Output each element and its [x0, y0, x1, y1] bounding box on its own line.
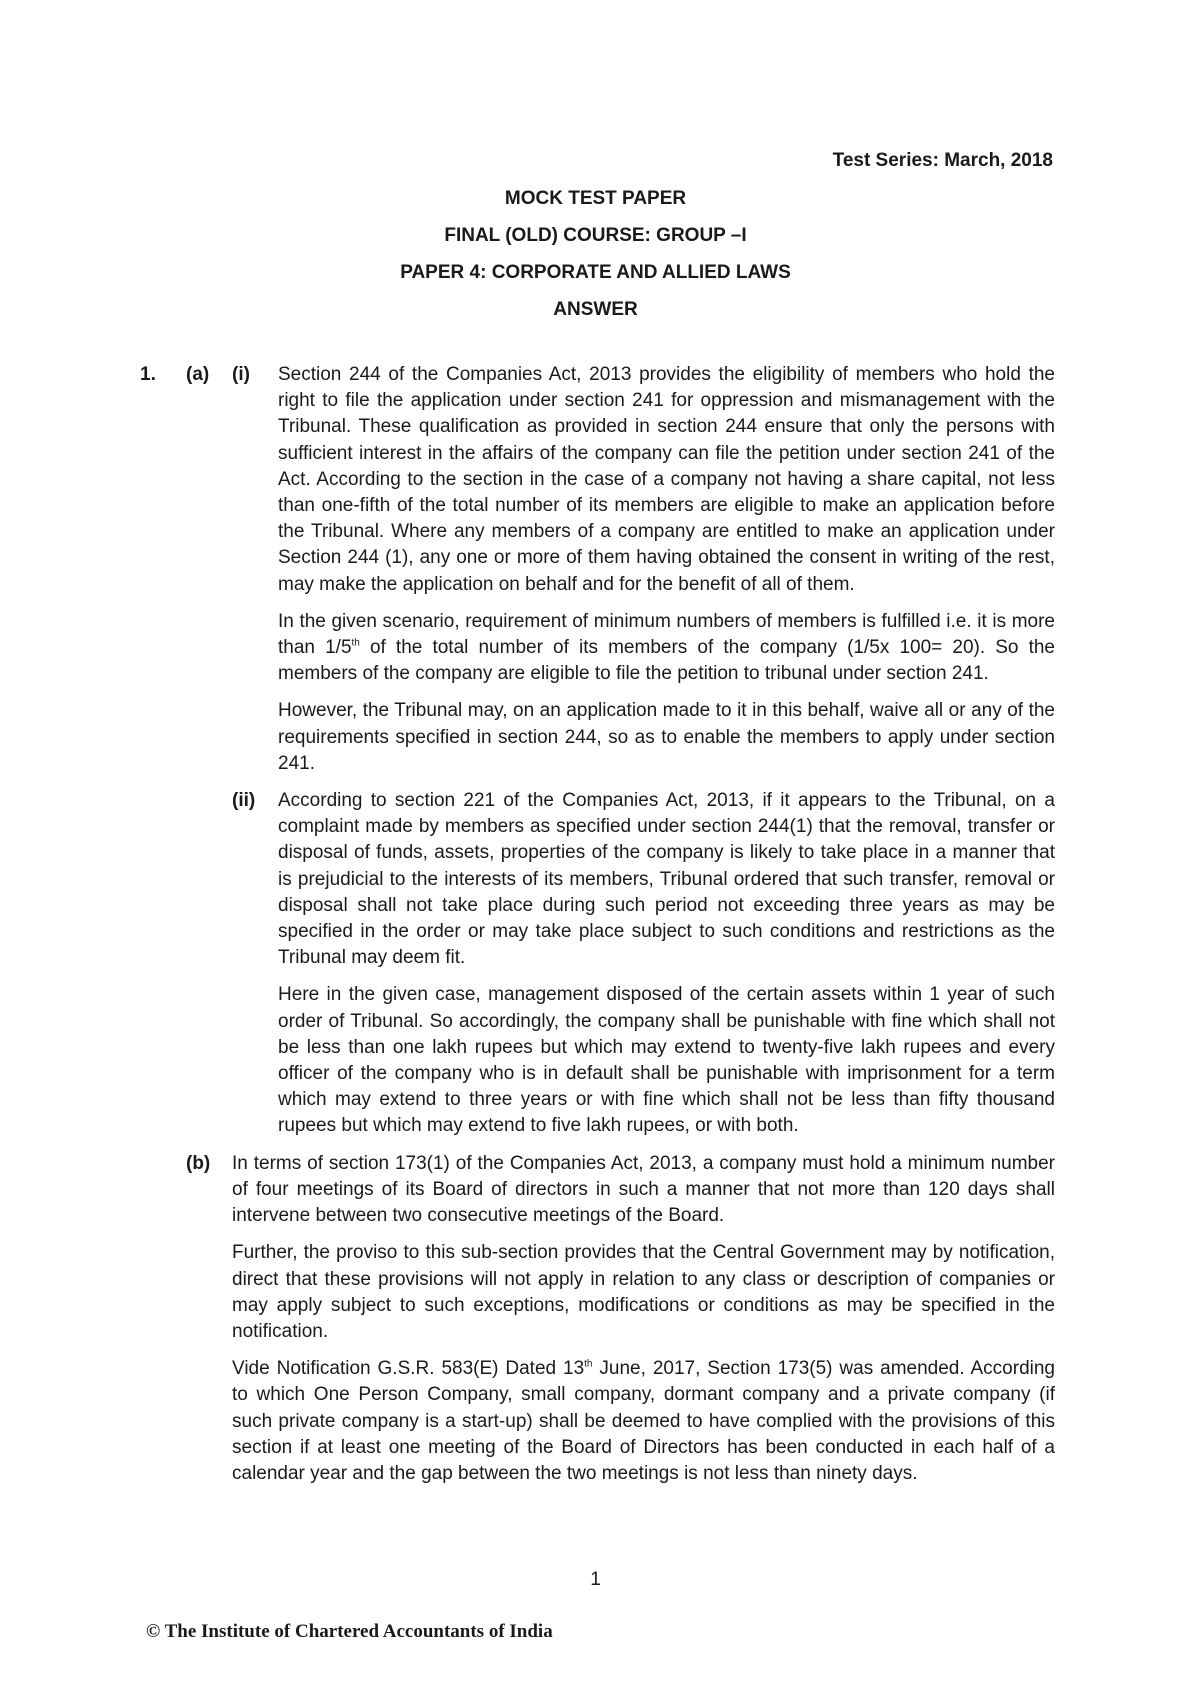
- part-b-label: (b): [186, 1152, 211, 1174]
- answer-body: [140, 362, 1055, 1487]
- paragraph: Vide Notification G.S.R. 583(E) Dated 13th June, 2017, Section 173(5) was amended. According to which One Person Company, small company, dormant company and a private company (if such private company is a start-up) shall be deemed to have complied with the provisions of this section if at least one meeting of the Board of Directors has been conducted in each half of a calendar year and the gap between the two meetings is not less than ninety days.: [232, 1358, 1055, 1484]
- section-1a-i: [140, 362, 1055, 777]
- title-block: [0, 186, 1191, 334]
- answer-heading: ANSWER: [553, 299, 638, 320]
- page-number: 1: [590, 1569, 601, 1590]
- paper-title: MOCK TEST PAPER: [504, 188, 687, 209]
- course-title: FINAL (OLD) COURSE: GROUP –I: [444, 225, 747, 246]
- paragraph: In terms of section 173(1) of the Companies Act, 2013, a company must hold a minimum number of four meetings of its Board of directors in such a manner that not more than 120 days shall intervene between two consecutive meetings of the Board.: [232, 1152, 1055, 1227]
- subpart-ii-label: (ii): [232, 790, 256, 812]
- paragraph: Section 244 of the Companies Act, 2013 provides the eligibility of members who hold the right to file the application under section 241 for oppression and mismanagement with the Tribunal. These qualification as provided in section 244 ensure that only the persons with sufficient interest in the affairs of the company can file the petition under section 241 of the Act. According to the section in the case of a company not having a share capital, not less than one-fifth of the total number of its members are eligible to make an application before the Tribunal. Where any members of a company are entitled to make an application under Section 244 (1), any one or more of them having obtained the consent in writing of the rest, may make the application on behalf and for the benefit of all of them.: [278, 364, 1055, 595]
- question-number: 1.: [140, 364, 156, 385]
- paragraph: Further, the proviso to this sub-section provides that the Central Government may by notification, direct that these provisions will not apply in relation to any class or description of companies or may apply subject to such exceptions, modifications or conditions as may be specified in the notification.: [232, 1242, 1055, 1342]
- paragraph: In the given scenario, requirement of minimum numbers of members is fulfilled i.e. it is more than 1/5th of the total number of its members of the company (1/5x 100= 20). So the members of the company are eligible to file the petition to tribunal under section 241.: [278, 610, 1055, 685]
- paper-subject: PAPER 4: CORPORATE AND ALLIED LAWS: [400, 262, 791, 283]
- paragraph: Here in the given case, management disposed of the certain assets within 1 year of such order of Tribunal. So accordingly, the company shall be punishable with fine which shall not be less than one lakh rupees but which may extend to twenty-five lakh rupees and every officer of the company who is in default shall be punishable with imprisonment for a term which may extend to three years or with fine which shall not be less than fifty thousand rupees but which may extend to five lakh rupees, or with both.: [278, 984, 1055, 1137]
- section-1b: [140, 1151, 1055, 1487]
- paragraph: However, the Tribunal may, on an application made to it in this behalf, waive all or any of the requirements specified in section 244, so as to enable the members to apply under section 241.: [278, 700, 1055, 774]
- subpart-i-label: (i): [232, 364, 250, 385]
- section-1a-ii: [140, 788, 1055, 1140]
- paragraph: According to section 221 of the Companies Act, 2013, if it appears to the Tribunal, on a complaint made by members as specified under section 244(1) that the removal, transfer or disposal of funds, assets, properties of the company is likely to take place in a manner that is prejudicial to the interests of its members, Tribunal ordered that such transfer, removal or disposal shall not take place during such period not exceeding three years as may be specified in the order or may take place subject to such conditions and restrictions as the Tribunal may deem fit.: [278, 790, 1055, 969]
- footer-copyright: © The Institute of Chartered Accountants of India: [146, 1621, 553, 1642]
- part-a-label: (a): [186, 364, 210, 385]
- test-series-label: Test Series: March, 2018: [832, 150, 1053, 171]
